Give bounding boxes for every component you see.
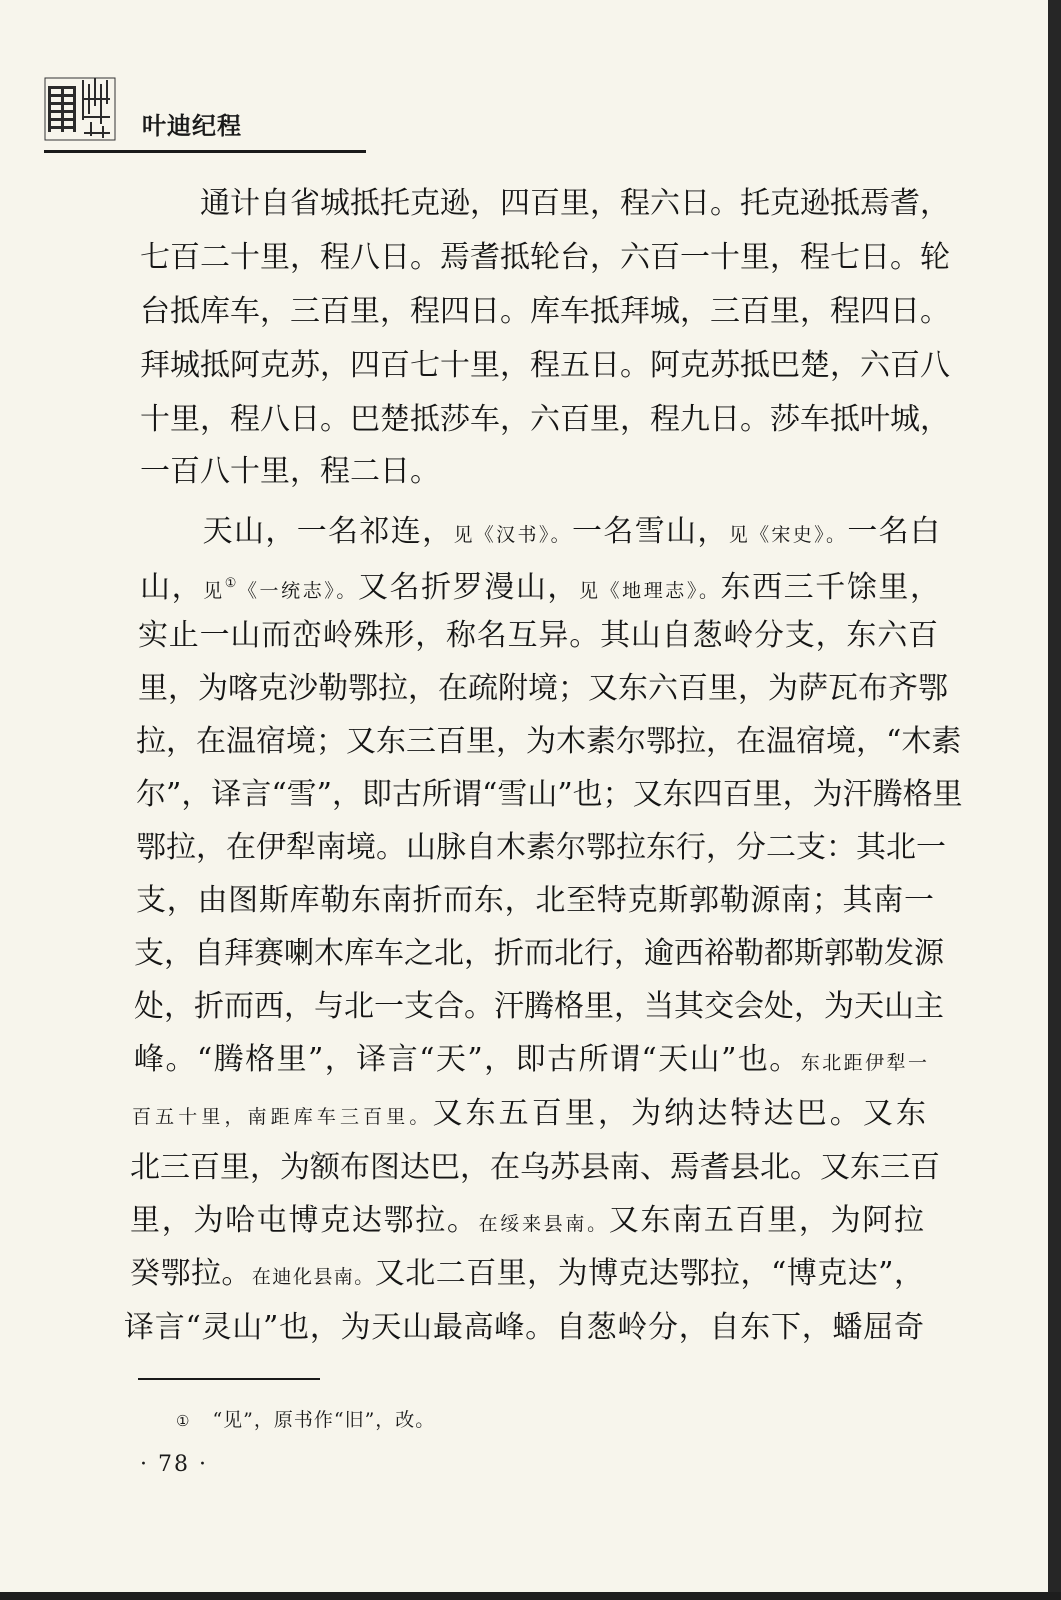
inline-citation: 见《宋史》。 xyxy=(728,524,848,546)
body-line xyxy=(130,1201,924,1244)
header-rule xyxy=(44,150,366,153)
body-line: 十里，程八日。巴楚抵莎车，六百里，程九日。莎车抵叶城， xyxy=(140,402,950,437)
body-line: 处，折而西，与北一支合。汗腾格里，当其交会处，为天山主 xyxy=(134,989,944,1024)
inline-citation: 见 xyxy=(203,580,225,602)
body-line xyxy=(140,512,940,555)
body-line: 支，自拜赛喇木库车之北，折而北行，逾西裕勒都斯郭勒发源 xyxy=(134,936,944,971)
inline-note: 在迪化县南。 xyxy=(251,1266,375,1288)
text-run: 又东南五百里，为阿拉 xyxy=(608,1203,924,1238)
scan-edge-bottom xyxy=(0,1592,1061,1600)
body-line: 支，由图斯库勒东南折而东，北至特克斯郭勒源南；其南一 xyxy=(136,883,934,918)
footnote-marker: ① xyxy=(176,1412,191,1430)
body-line xyxy=(132,1094,926,1137)
body-line: 七百二十里，程八日。焉耆抵轮台，六百一十里，程七日。轮 xyxy=(140,240,950,275)
text-run: 里，为哈屯博克达鄂拉。 xyxy=(130,1203,479,1238)
body-line xyxy=(134,1040,928,1083)
running-header-title: 叶迪纪程 xyxy=(142,112,242,140)
text-run: 天山，一名祁连， xyxy=(140,514,454,549)
inline-note: 东北距伊犁一 xyxy=(800,1052,928,1074)
text-run: 一名白 xyxy=(847,514,940,549)
footnote-rule xyxy=(138,1378,320,1380)
body-line: 台抵库车，三百里，程四日。库车抵拜城，三百里，程四日。 xyxy=(140,294,950,329)
seal-logo xyxy=(44,72,116,142)
body-line: 里，为喀克沙勒鄂拉，在疏附境；又东六百里，为萨瓦布齐鄂 xyxy=(138,671,948,706)
text-run: 一名雪山， xyxy=(572,514,729,549)
inline-citation: 见《地理志》。 xyxy=(578,580,721,602)
text-run: 又名折罗漫山， xyxy=(357,570,579,605)
body-line: 拜城抵阿克苏，四百七十里，程五日。阿克苏抵巴楚，六百八 xyxy=(140,348,950,383)
body-line: 尔”，译言“雪”，即古所谓“雪山”也；又东四百里，为汗腾格里 xyxy=(136,777,963,812)
footnote xyxy=(176,1405,435,1432)
body-line: 实止一山而峦岭殊形，称名互异。其山自葱岭分支，东六百 xyxy=(138,618,938,653)
body-line: 译言“灵山”也，为天山最高峰。自葱岭分，自东下，蟠屈奇 xyxy=(124,1310,924,1345)
text-run: 癸鄂拉。 xyxy=(130,1256,252,1291)
body-line xyxy=(130,1254,924,1297)
text-run: 又东五百里，为纳达特达巴。又东 xyxy=(432,1096,927,1131)
body-line: 拉，在温宿境；又东三百里，为木素尔鄂拉，在温宿境，“木素 xyxy=(136,724,962,759)
inline-note: 百五十里，南距库车三百里。 xyxy=(132,1106,433,1128)
footnote-text: “见”，原书作“旧”，改。 xyxy=(212,1409,436,1431)
body-line: 一百八十里，程二日。 xyxy=(140,454,440,489)
body-line: 通计自省城抵托克逊，四百里，程六日。托克逊抵焉耆， xyxy=(140,186,950,221)
body-line: 北三百里，为额布图达巴，在乌苏县南、焉耆县北。又东三百 xyxy=(130,1150,940,1185)
body-line: 鄂拉，在伊犁南境。山脉自木素尔鄂拉东行，分二支：其北一 xyxy=(136,830,946,865)
page-number: · 78 · xyxy=(140,1452,208,1477)
inline-note: 在绥来县南。 xyxy=(478,1213,609,1235)
inline-citation: 《一统志》。 xyxy=(237,580,358,602)
text-run: 东西三千馀里， xyxy=(720,570,940,605)
text-run: 又北二百里，为博克达鄂拉，“博克达”， xyxy=(374,1256,924,1291)
inline-citation: 见《汉书》。 xyxy=(453,524,573,546)
text-run: 山， xyxy=(140,570,204,605)
footnote-reference: ① xyxy=(224,576,238,591)
scan-edge-right xyxy=(1048,0,1061,1600)
body-line xyxy=(140,564,940,611)
text-run: 峰。“腾格里”，译言“天”，即古所谓“天山”也。 xyxy=(134,1042,801,1077)
